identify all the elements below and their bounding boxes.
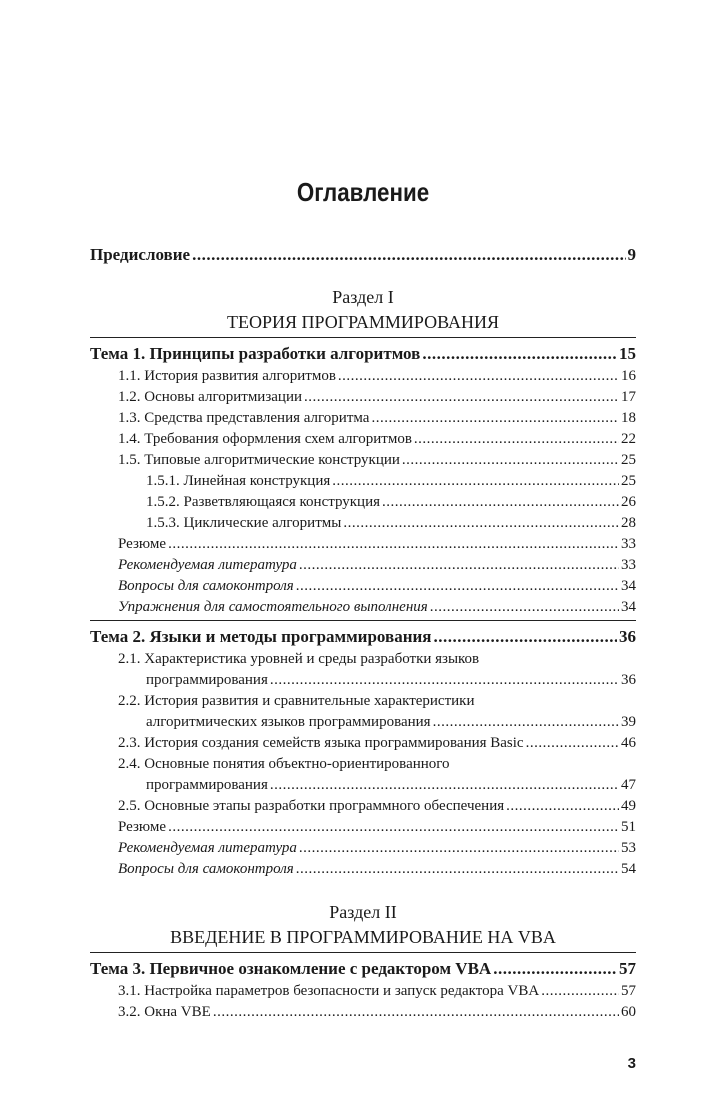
dot-leader (304, 387, 619, 408)
toc-entry-page: 49 (621, 798, 636, 814)
toc-entry-title: Упражнения для самостоятельного выполнения (118, 599, 428, 615)
toc-entry[interactable] (90, 429, 636, 450)
dot-leader (299, 838, 619, 859)
part-heading (90, 285, 636, 335)
toc-entry-title: алгоритмических языков программирования (146, 714, 431, 730)
toc-entry-title: Тема 2. Языки и методы программирования (90, 627, 432, 646)
toc-entry-title: 1.5.3. Циклические алгоритмы (146, 515, 342, 531)
toc-entry-title: 1.4. Требования оформления схем алгоритмов (118, 431, 412, 447)
toc-entry-title: 1.1. История развития алгоритмов (118, 368, 336, 384)
dot-leader (168, 534, 619, 555)
toc-entry-page: 15 (619, 344, 636, 363)
dot-leader (526, 733, 619, 754)
toc-topic[interactable] (90, 957, 636, 981)
toc-subentry[interactable] (90, 471, 636, 492)
toc-entry[interactable] (90, 817, 636, 838)
toc-entry[interactable] (90, 366, 636, 387)
toc-entry-title: Предисловие (90, 245, 191, 264)
toc-entry-title: Резюме (118, 819, 167, 835)
dot-leader (296, 576, 619, 597)
toc-entry-page: 9 (627, 245, 636, 264)
part-name: ВВЕДЕНИЕ В ПРОГРАММИРОВАНИЕ НА VBA (170, 927, 556, 947)
dot-leader (338, 366, 619, 387)
divider (90, 337, 636, 338)
toc-entry-page: 53 (621, 840, 636, 856)
part-label: Раздел I (332, 287, 394, 307)
part-heading (90, 900, 636, 950)
toc-entry-page: 36 (619, 627, 636, 646)
toc-preface[interactable] (90, 243, 636, 267)
page-number: 3 (627, 1055, 636, 1072)
dot-leader (402, 450, 619, 471)
toc-entry[interactable] (90, 555, 636, 576)
toc-entry-title: 1.5.1. Линейная конструкция (146, 473, 331, 489)
toc-entry-page: 60 (621, 1004, 636, 1020)
toc-entry-first-line: 2.2. История развития и сравнительные характеристики (118, 693, 475, 709)
dot-leader (213, 1002, 619, 1023)
dot-leader (493, 957, 617, 981)
toc-entry[interactable] (90, 796, 636, 817)
toc-subentry[interactable] (90, 513, 636, 534)
toc-entry-page: 26 (621, 494, 636, 510)
dot-leader (414, 429, 619, 450)
toc-entry-title: Тема 3. Первичное ознакомление с редактором VBA (90, 959, 492, 978)
dot-leader (270, 670, 619, 691)
toc-entry-page: 57 (619, 959, 636, 978)
toc-entry[interactable] (90, 534, 636, 555)
toc-entry-page: 22 (621, 431, 636, 447)
toc-entry-page: 25 (621, 452, 636, 468)
toc-entry-page: 54 (621, 861, 636, 877)
toc-subentry[interactable] (90, 492, 636, 513)
toc-entry[interactable] (90, 450, 636, 471)
toc-entry-title: Вопросы для самоконтроля (118, 861, 294, 877)
part-name: ТЕОРИЯ ПРОГРАММИРОВАНИЯ (227, 312, 499, 332)
toc-entry[interactable] (90, 981, 636, 1002)
toc-entry[interactable] (90, 733, 636, 754)
toc-entry[interactable] (90, 670, 636, 691)
dot-leader (506, 796, 619, 817)
toc-topic[interactable] (90, 342, 636, 366)
toc-entry-page: 34 (621, 578, 636, 594)
toc-entry-page: 36 (621, 672, 636, 688)
toc-entry-title: 2.5. Основные этапы разработки программного обеспечения (118, 798, 505, 814)
toc-entry-first-line: 2.1. Характеристика уровней и среды разработки языков (118, 651, 480, 667)
dot-leader (332, 471, 619, 492)
dot-leader (343, 513, 619, 534)
toc-entry[interactable] (90, 408, 636, 429)
divider (90, 952, 636, 953)
toc-entry-title: 3.1. Настройка параметров безопасности и запуск редактора VBA (118, 983, 540, 999)
toc-entry-page: 57 (621, 983, 636, 999)
toc-entry-page: 17 (621, 389, 636, 405)
toc-entry-page: 33 (621, 557, 636, 573)
toc-entry-page: 18 (621, 410, 636, 426)
toc-entry-title: Рекомендуемая литература (118, 557, 297, 573)
toc-entry[interactable] (90, 576, 636, 597)
dot-leader (382, 492, 619, 513)
toc-entry-page: 51 (621, 819, 636, 835)
dot-leader (430, 597, 619, 618)
dot-leader (371, 408, 619, 429)
toc-entry-title: 2.3. История создания семейств языка программирования Basic (118, 735, 524, 751)
toc-entry-title: программирования (146, 672, 268, 688)
toc-entry-title: 1.5.2. Разветвляющаяся конструкция (146, 494, 381, 510)
toc-entry-title: 1.5. Типовые алгоритмические конструкции (118, 452, 400, 468)
toc-entry-first-line: 2.4. Основные понятия объектно-ориентированного (118, 756, 450, 772)
page-title: Оглавление (296, 177, 430, 207)
toc-entry-page: 28 (621, 515, 636, 531)
toc-entry[interactable] (90, 775, 636, 796)
toc-entry-page: 16 (621, 368, 636, 384)
toc-entry-title: 1.3. Средства представления алгоритма (118, 410, 370, 426)
part-label: Раздел II (329, 902, 397, 922)
dot-leader (422, 342, 617, 366)
dot-leader (541, 981, 619, 1002)
toc-entry-title: 3.2. Окна VBE (118, 1004, 211, 1020)
divider (90, 620, 636, 621)
dot-leader (168, 817, 619, 838)
toc-entry-title: программирования (146, 777, 268, 793)
toc-entry[interactable] (90, 712, 636, 733)
dot-leader (192, 243, 625, 267)
table-of-contents (90, 243, 636, 1023)
toc-entry-page: 47 (621, 777, 636, 793)
toc-entry-page: 46 (621, 735, 636, 751)
toc-entry-page: 25 (621, 473, 636, 489)
toc-entry[interactable] (90, 1002, 636, 1023)
toc-entry[interactable] (90, 859, 636, 880)
toc-entry-title: 1.2. Основы алгоритмизации (118, 389, 302, 405)
toc-entry-page: 33 (621, 536, 636, 552)
toc-entry[interactable] (90, 597, 636, 618)
toc-entry-title: Рекомендуемая литература (118, 840, 297, 856)
dot-leader (433, 625, 617, 649)
toc-topic[interactable] (90, 625, 636, 649)
toc-entry-page: 39 (621, 714, 636, 730)
dot-leader (299, 555, 619, 576)
dot-leader (433, 712, 619, 733)
toc-entry-title: Вопросы для самоконтроля (118, 578, 294, 594)
toc-entry-title: Тема 1. Принципы разработки алгоритмов (90, 344, 421, 363)
toc-entry-page: 34 (621, 599, 636, 615)
dot-leader (296, 859, 619, 880)
dot-leader (270, 775, 619, 796)
toc-entry[interactable] (90, 838, 636, 859)
toc-entry[interactable] (90, 387, 636, 408)
toc-entry-title: Резюме (118, 536, 167, 552)
